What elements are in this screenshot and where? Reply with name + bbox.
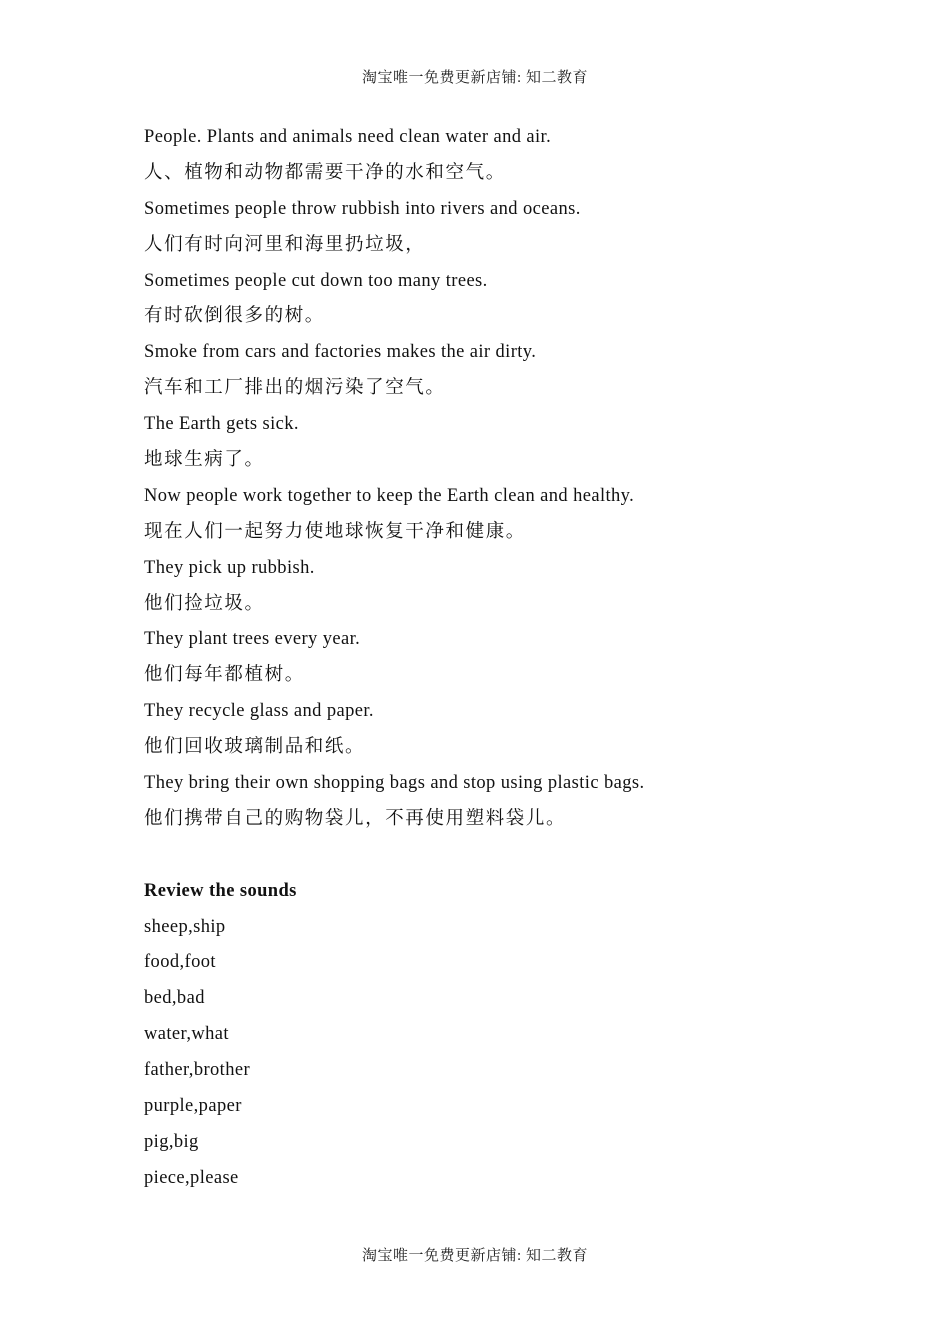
passage bbox=[144, 122, 844, 840]
sound-pair: piece,please bbox=[144, 1167, 239, 1188]
sound-pair: father,brother bbox=[144, 1060, 251, 1081]
sound-pair: pig,big bbox=[144, 1131, 199, 1152]
review-title: Review the sounds bbox=[144, 880, 297, 901]
passage-line-zh: 他们回收玻璃制品和纸。 bbox=[144, 737, 366, 758]
passage-line-zh: 人们有时向河里和海里扔垃圾， bbox=[144, 234, 426, 255]
passage-line-en: The Earth gets sick. bbox=[144, 414, 299, 435]
passage-line-zh: 现在人们一起努力使地球恢复干净和健康。 bbox=[144, 521, 526, 542]
passage-line-zh: 他们每年都植树。 bbox=[144, 665, 305, 686]
sound-pair: food,foot bbox=[144, 952, 216, 973]
passage-line-en: Sometimes people throw rubbish into rivers and oceans. bbox=[144, 198, 581, 219]
sound-pair: purple,paper bbox=[144, 1096, 242, 1117]
passage-line-zh: 有时砍倒很多的树。 bbox=[144, 306, 325, 327]
passage-line-en: Smoke from cars and factories makes the air dirty. bbox=[144, 342, 537, 363]
passage-line-en: They pick up rubbish. bbox=[144, 557, 315, 578]
page-header: 淘宝唯一免费更新店铺: 知二教育 bbox=[362, 70, 588, 86]
passage-line-en: Now people work together to keep the Earth clean and healthy. bbox=[144, 485, 635, 506]
passage-line-en: They recycle glass and paper. bbox=[144, 701, 374, 722]
document-body bbox=[144, 122, 844, 1199]
passage-line-en: People. Plants and animals need clean water and air. bbox=[144, 127, 552, 147]
passage-line-zh: 他们携带自己的购物袋儿，不再使用塑料袋儿。 bbox=[144, 808, 567, 829]
review-section bbox=[144, 876, 844, 1199]
passage-line-en: Sometimes people cut down too many trees. bbox=[144, 270, 488, 291]
passage-line-en: They plant trees every year. bbox=[144, 629, 361, 650]
passage-line-zh: 汽车和工厂排出的烟污染了空气。 bbox=[144, 378, 446, 399]
passage-line-en: They bring their own shopping bags and stop using plastic bags. bbox=[144, 773, 645, 794]
sound-pair: water,what bbox=[144, 1024, 229, 1045]
passage-line-zh: 人、植物和动物都需要干净的水和空气。 bbox=[144, 162, 506, 183]
passage-line-zh: 他们捡垃圾。 bbox=[144, 593, 265, 614]
sound-pair: sheep,ship bbox=[144, 916, 226, 937]
page-footer: 淘宝唯一免费更新店铺: 知二教育 bbox=[362, 1248, 588, 1264]
passage-line-zh: 地球生病了。 bbox=[144, 450, 265, 471]
sound-pair: bed,bad bbox=[144, 988, 205, 1009]
blank-line bbox=[144, 840, 844, 876]
